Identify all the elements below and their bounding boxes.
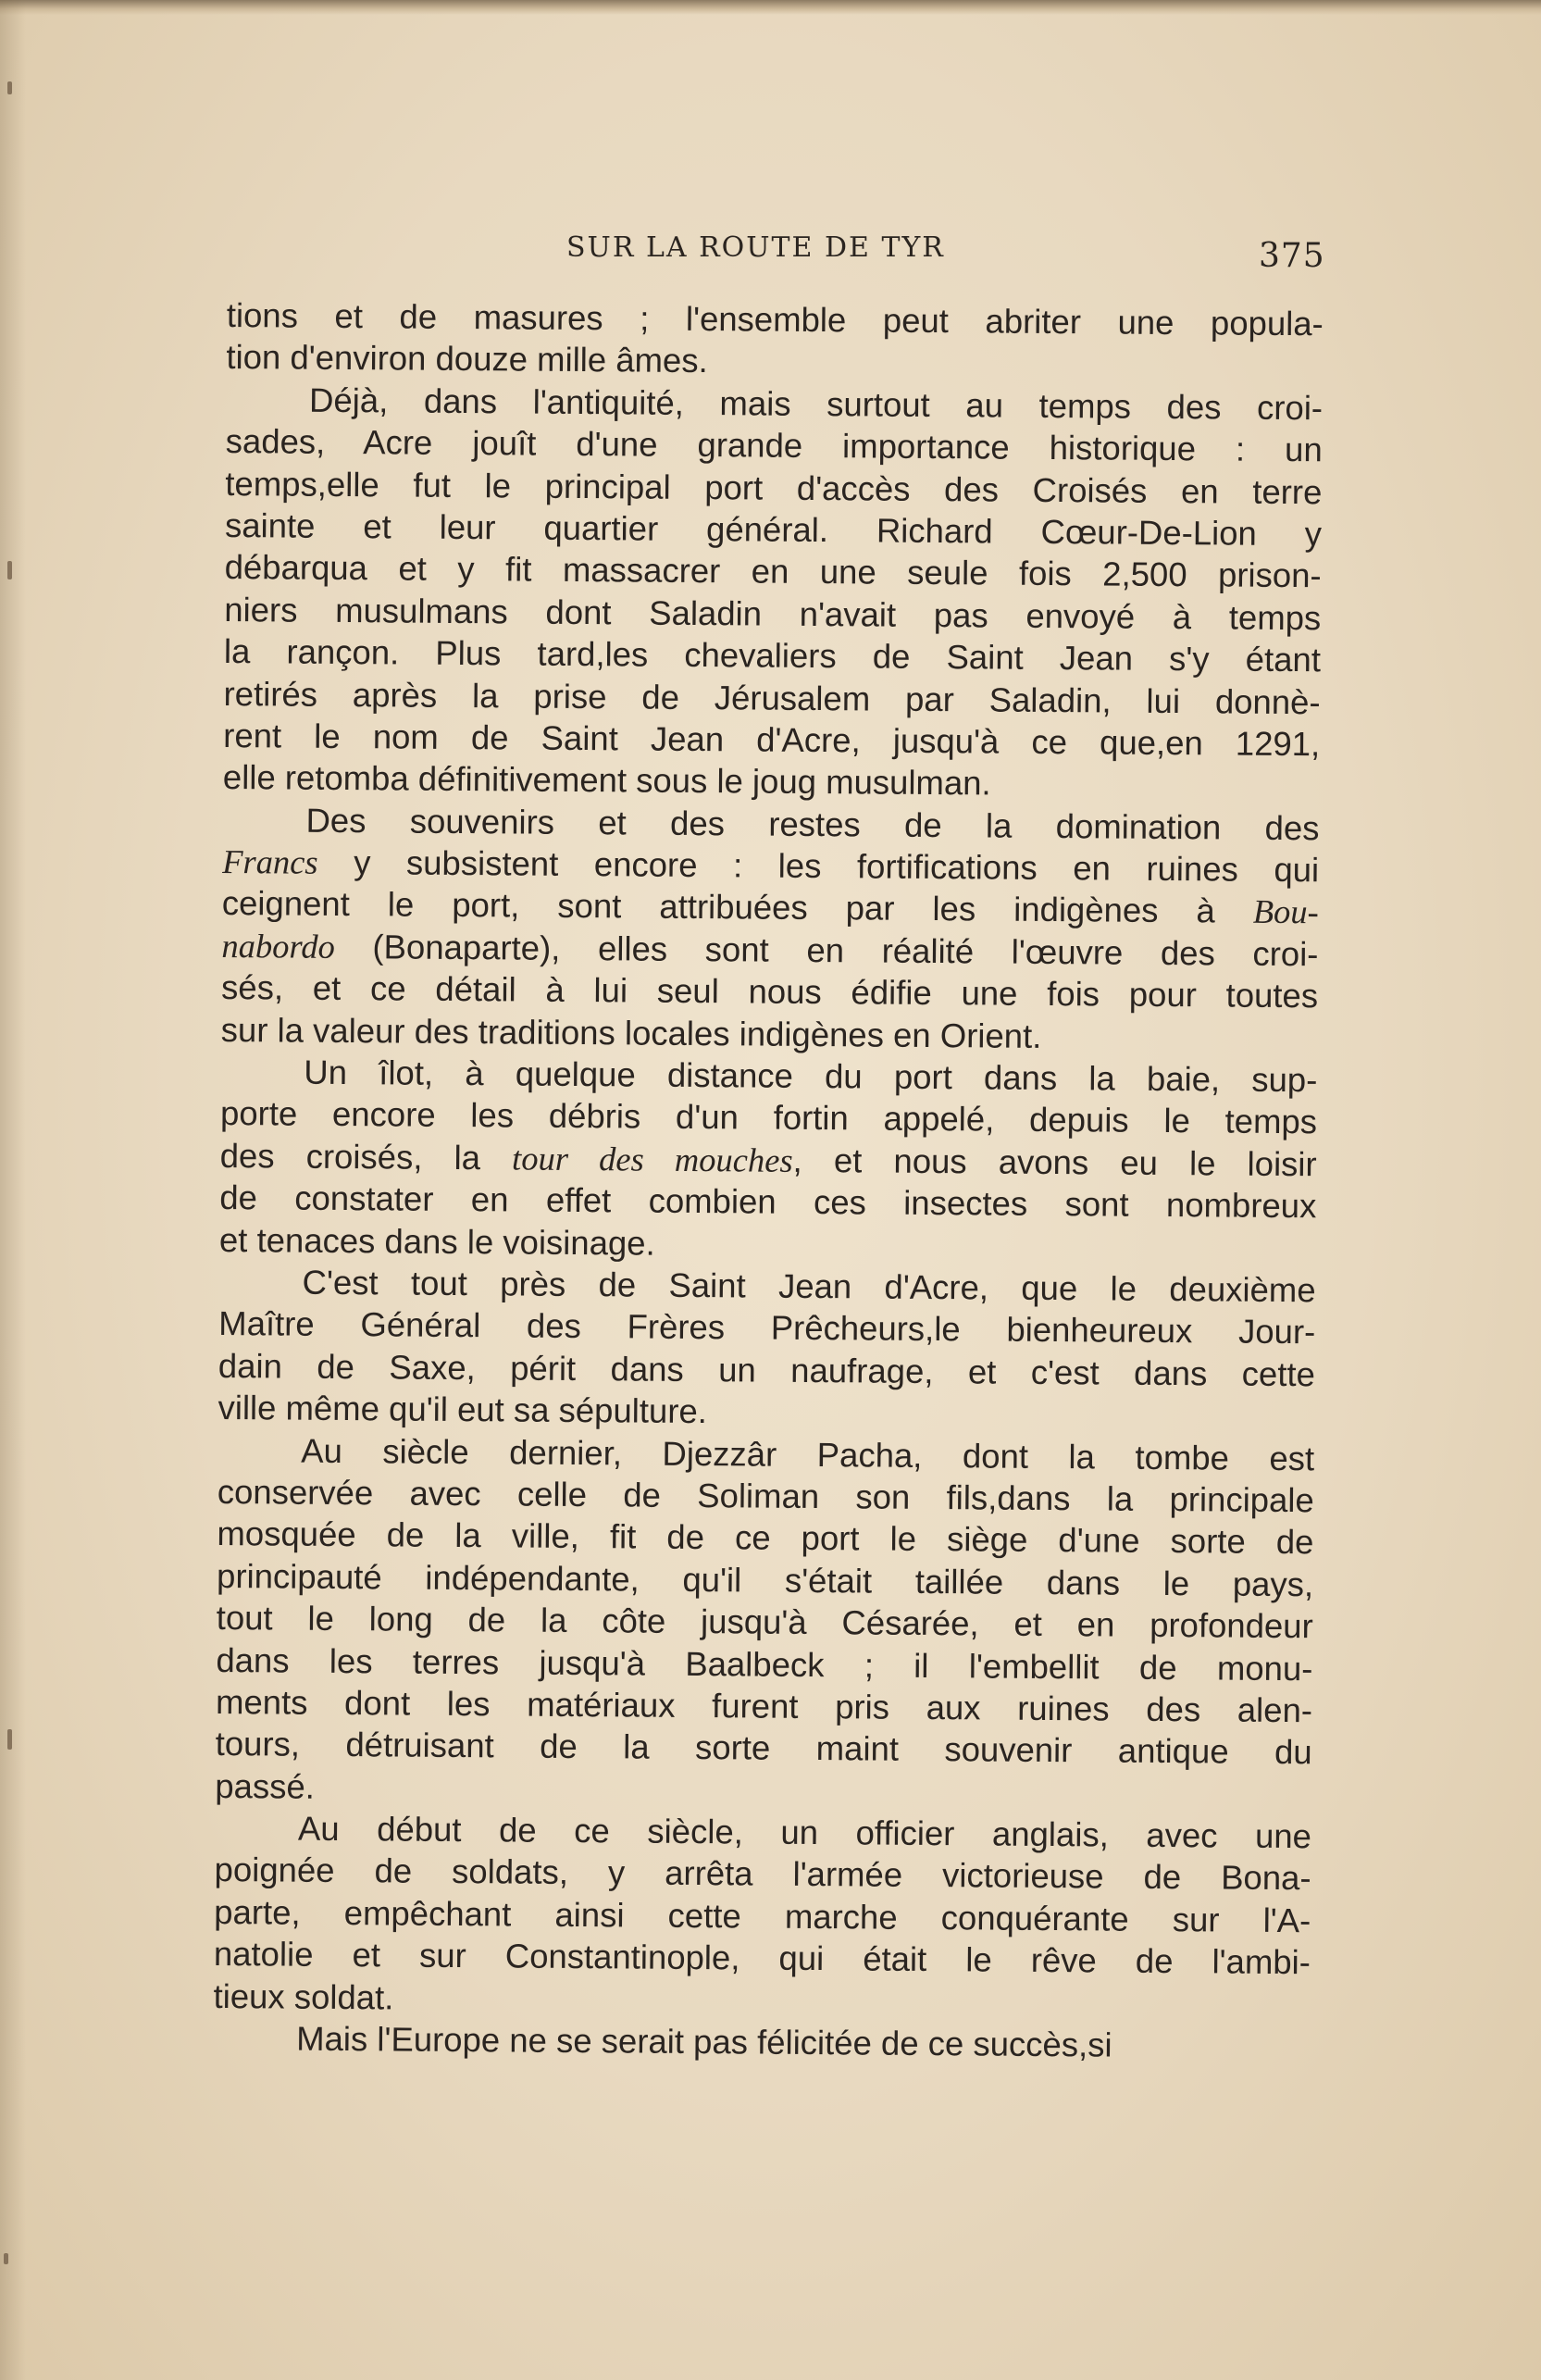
text-line: et tenaces dans le voisinage. xyxy=(218,1220,655,1263)
paragraph xyxy=(213,1807,1311,2025)
text-line: Un îlot, à quelque distance du port dans la baie, sup- xyxy=(304,1053,1318,1100)
text-line: parte, empêchant ainsi cette marche conquérante sur l'A- xyxy=(214,1892,1311,1940)
text-line: Au siècle dernier, Djezzâr Pacha, dont la tombe est xyxy=(301,1431,1315,1477)
text-line: rent le nom de Saint Jean d'Acre, jusqu'à ce que,en 1291, xyxy=(223,716,1321,764)
text-line: tout le long de la côte jusqu'à Césarée, et en profondeur xyxy=(216,1599,1313,1646)
paragraph xyxy=(215,1429,1314,1816)
paragraph xyxy=(217,1261,1315,1438)
text-line: débarqua et y fit massacrer en une seule fois 2,500 prison- xyxy=(224,548,1322,595)
text-line: temps,elle fut le principal port d'accès des Croisés en terre xyxy=(225,464,1323,511)
text-line: mosquée de la ville, fit de ce port le siège d'une sorte de xyxy=(217,1514,1314,1562)
paragraph xyxy=(213,2017,1310,2068)
text-line: tions et de masures ; l'ensemble peut abriter une popula- xyxy=(226,295,1324,343)
text-line: conservée avec celle de Soliman son fils,dans la principale xyxy=(217,1472,1314,1520)
text-line: ville même qu'il eut sa sépulture. xyxy=(217,1389,708,1431)
body-text xyxy=(213,294,1324,2068)
italic-text: tour des mouches xyxy=(511,1139,793,1179)
text-line: elle retomba définitivement sous le joug musulman. xyxy=(222,758,991,803)
page-top-edge xyxy=(0,0,1541,15)
binding-shadow xyxy=(0,0,26,2380)
text-line: poignée de soldats, y arrêta l'armée victorieuse de Bona- xyxy=(214,1850,1311,1898)
margin-mark xyxy=(7,1729,12,1750)
text-line: tieux soldat. xyxy=(213,1976,394,2017)
text-line: C'est tout près de Saint Jean d'Acre, que le deuxième xyxy=(302,1263,1316,1310)
text-line: sainte et leur quartier général. Richard Cœur-De-Lion y xyxy=(224,505,1323,554)
running-head xyxy=(222,224,1333,280)
page-number: 375 xyxy=(1259,237,1325,275)
text-line: Des souvenirs et des restes de la domination des xyxy=(305,801,1320,847)
text-run: , et nous avons eu le loisir xyxy=(792,1140,1317,1184)
italic-text: Francs xyxy=(222,842,318,881)
text-line: dain de Saxe, périt dans un naufrage, et c'est dans cette xyxy=(217,1346,1316,1394)
text-line: principauté indépendante, qu'il s'était taillée dans le pays, xyxy=(216,1556,1314,1603)
text-line: la rançon. Plus tard,les chevaliers de Saint Jean s'y étant xyxy=(223,632,1322,679)
text-line: de constater en effet combien ces insectes sont nombreux xyxy=(219,1178,1317,1226)
text-line: sades, Acre jouît d'une grande importance historique : un xyxy=(225,422,1323,469)
running-title: SUR LA ROUTE DE TYR xyxy=(566,231,945,264)
text-line: passé. xyxy=(215,1766,316,1806)
italic-text: nabordo xyxy=(221,926,335,966)
text-line: retirés après la prise de Jérusalem par Saladin, lui donnè- xyxy=(223,674,1321,721)
text-line: Au début de ce siècle, un officier anglais, avec une xyxy=(297,1809,1312,1856)
text-line: porte encore les débris d'un fortin appelé, depuis le temps xyxy=(219,1094,1318,1141)
paragraph xyxy=(223,379,1324,807)
text-line: niers musulmans dont Saladin n'avait pas envoyé à temps xyxy=(224,590,1322,638)
text-line: tours, détruisant de la sorte maint souvenir antique du xyxy=(215,1725,1312,1772)
text-line: Maître Général des Frères Prêcheurs,le bienheureux Jour- xyxy=(218,1304,1316,1352)
italic-text: Bou- xyxy=(1252,892,1319,931)
text-line: Déjà, dans l'antiquité, mais surtout au temps des croi- xyxy=(308,380,1324,428)
paragraph xyxy=(219,1051,1318,1269)
text-line: sés, et ce détail à lui seul nous édifie une fois pour toutes xyxy=(220,968,1319,1016)
text-run: des croisés, la xyxy=(219,1136,513,1178)
text-line: natolie et sur Constantinople, qui était le rêve de l'ambi- xyxy=(213,1935,1311,1982)
paragraph xyxy=(221,799,1320,1060)
text-run: y subsistent encore : les fortifications en ruines qui xyxy=(317,842,1320,890)
text-line: dans les terres jusqu'à Baalbeck ; il l'embellit de monu- xyxy=(216,1640,1313,1688)
text-run: (Bonaparte), elles sont en réalité l'œuvre des croi- xyxy=(334,927,1319,974)
text-line: tion d'environ douze mille âmes. xyxy=(226,338,708,380)
margin-mark xyxy=(7,81,12,94)
margin-mark xyxy=(7,561,12,579)
margin-mark xyxy=(4,2253,8,2264)
text-run: ceignent le port, sont attribuées par les indigènes à xyxy=(221,884,1254,931)
text-line: Mais l'Europe ne se serait pas félicitée de ce succès,si xyxy=(296,2019,1112,2064)
text-line: sur la valeur des traditions locales indigènes en Orient. xyxy=(220,1010,1042,1055)
paragraph xyxy=(226,294,1324,387)
text-line: ments dont les matériaux furent pris aux ruines des alen- xyxy=(215,1682,1313,1730)
